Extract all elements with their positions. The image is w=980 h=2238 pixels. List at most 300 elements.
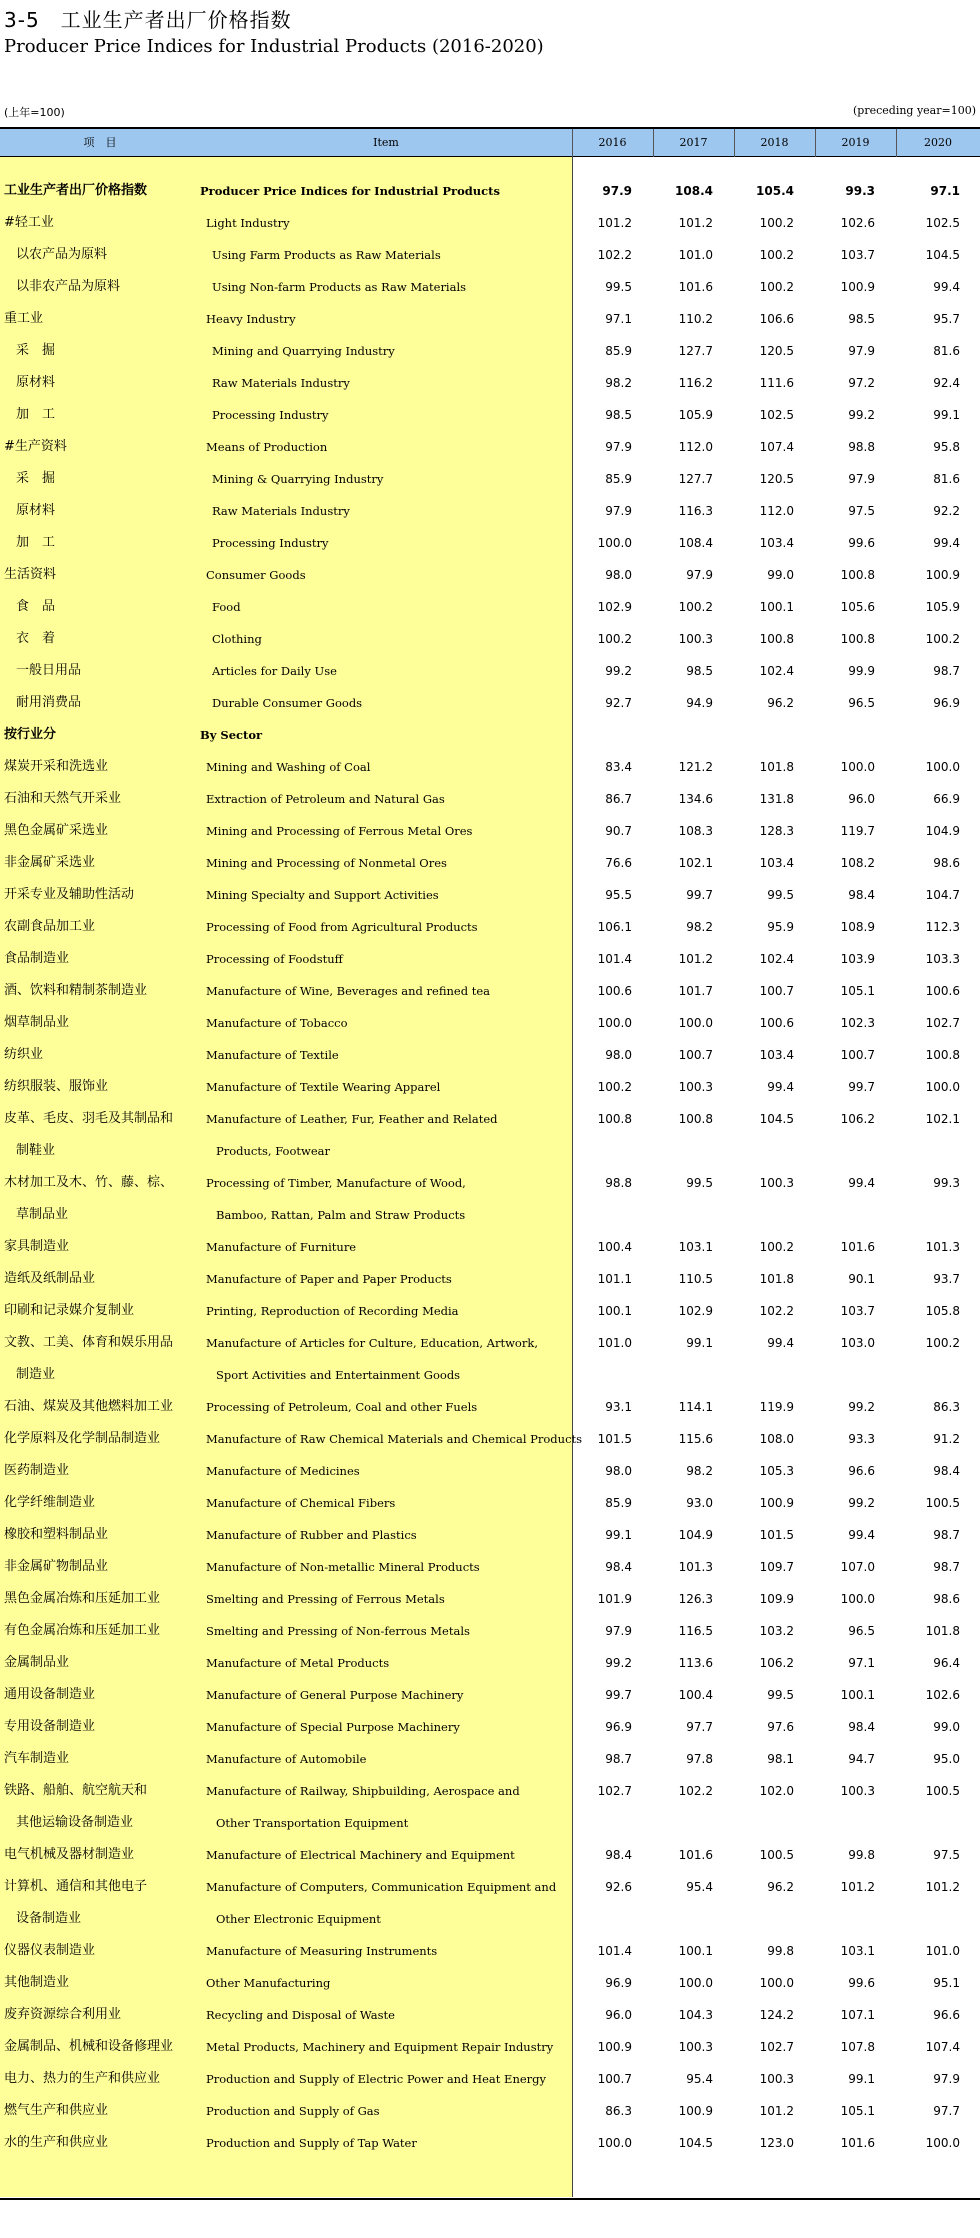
row-label-en: Clothing [212, 632, 262, 646]
row-label-en: Using Non-farm Products as Raw Materials [212, 280, 467, 294]
cell-2020: 103.3 [925, 952, 960, 966]
table-row [0, 911, 980, 943]
cell-2017: 99.1 [686, 1336, 713, 1350]
cell-2016: 101.1 [597, 1272, 632, 1286]
row-label-zh: 制造业 [16, 1367, 56, 1382]
row-label-zh: 家具制造业 [4, 1239, 70, 1254]
cell-2020: 98.6 [933, 856, 960, 870]
cell-2018: 124.2 [759, 2008, 794, 2022]
row-label-en: Light Industry [206, 216, 290, 230]
cell-2018: 105.4 [756, 184, 794, 198]
cell-2020: 100.2 [925, 1336, 960, 1350]
row-label-en: Printing, Reproduction of Recording Media [206, 1304, 459, 1318]
cell-2017: 104.9 [678, 1528, 713, 1542]
cell-2019: 100.7 [840, 1048, 875, 1062]
row-label-zh: 木材加工及木、竹、藤、棕、 [4, 1175, 174, 1190]
cell-2020: 81.6 [933, 344, 960, 358]
table-row [0, 623, 980, 655]
cell-2018: 100.5 [759, 1848, 794, 1862]
row-label-en: Extraction of Petroleum and Natural Gas [206, 792, 445, 806]
table-row [0, 1263, 980, 1295]
cell-2019: 103.1 [840, 1944, 875, 1958]
cell-2019: 107.0 [840, 1560, 875, 1574]
table-row [0, 1167, 980, 1199]
row-label-zh: 草制品业 [16, 1207, 69, 1222]
cell-2019: 100.8 [840, 632, 875, 646]
row-label-en: Manufacture of Wine, Beverages and refined tea [206, 984, 491, 998]
row-label-zh: 酒、饮料和精制茶制造业 [4, 983, 148, 998]
cell-2018: 96.2 [767, 1880, 794, 1894]
row-label-en: Manufacture of Measuring Instruments [206, 1944, 438, 1958]
cell-2019: 97.1 [848, 1656, 875, 1670]
table-row [0, 1007, 980, 1039]
cell-2019: 97.5 [848, 504, 875, 518]
row-label-zh: 其他制造业 [4, 1975, 70, 1990]
cell-2019: 100.8 [840, 568, 875, 582]
cell-2020: 101.8 [925, 1624, 960, 1638]
cell-2017: 110.5 [678, 1272, 713, 1286]
table-row [0, 1135, 980, 1167]
cell-2016: 100.0 [597, 536, 632, 550]
row-label-en: Production and Supply of Gas [206, 2104, 380, 2118]
cell-2020: 102.1 [925, 1112, 960, 1126]
table-row [0, 1743, 980, 1775]
cell-2020: 96.4 [933, 1656, 960, 1670]
row-label-zh: 以农产品为原料 [16, 247, 108, 262]
table-row [0, 719, 980, 751]
row-label-en: Smelting and Pressing of Non-ferrous Metals [206, 1624, 470, 1638]
cell-2020: 93.7 [933, 1272, 960, 1286]
table-row [0, 239, 980, 271]
row-label-zh: 设备制造业 [16, 1911, 82, 1926]
cell-2017: 126.3 [678, 1592, 713, 1606]
cell-2020: 97.5 [933, 1848, 960, 1862]
cell-2018: 106.6 [759, 312, 794, 326]
cell-2017: 94.9 [686, 696, 713, 710]
cell-2019: 105.1 [840, 984, 875, 998]
cell-2017: 110.2 [678, 312, 713, 326]
cell-2017: 113.6 [678, 1656, 713, 1670]
row-label-zh: 水的生产和供应业 [4, 2135, 109, 2150]
row-label-en: Production and Supply of Electric Power and Heat Energy [206, 2072, 547, 2086]
cell-2020: 95.8 [933, 440, 960, 454]
table-row [0, 1711, 980, 1743]
cell-2018: 99.5 [767, 1688, 794, 1702]
table-row [0, 1839, 980, 1871]
row-label-zh: 食品制造业 [4, 951, 70, 966]
row-label-zh: 原材料 [16, 503, 56, 518]
row-label-zh: 通用设备制造业 [4, 1687, 96, 1702]
cell-2018: 120.5 [759, 472, 794, 486]
row-label-en: Using Farm Products as Raw Materials [212, 248, 441, 262]
cell-2017: 114.1 [678, 1400, 713, 1414]
cell-2019: 99.2 [848, 1496, 875, 1510]
row-label-en: Heavy Industry [206, 312, 296, 326]
cell-2019: 102.6 [840, 216, 875, 230]
row-label-en: Production and Supply of Tap Water [206, 2136, 417, 2150]
cell-2017: 100.0 [678, 1976, 713, 1990]
cell-2019: 99.4 [848, 1528, 875, 1542]
table-bottom-rule [0, 2198, 980, 2200]
cell-2017: 95.4 [686, 1880, 713, 1894]
cell-2017: 104.5 [678, 2136, 713, 2150]
row-label-en: Manufacture of Electrical Machinery and Equipment [206, 1848, 515, 1862]
cell-2016: 101.4 [597, 952, 632, 966]
cell-2016: 100.9 [597, 2040, 632, 2054]
cell-2018: 107.4 [759, 440, 794, 454]
cell-2019: 108.2 [840, 856, 875, 870]
cell-2020: 95.7 [933, 312, 960, 326]
row-label-en: Other Electronic Equipment [216, 1912, 381, 1926]
cell-2016: 99.2 [605, 664, 632, 678]
table-row [0, 1327, 980, 1359]
cell-2019: 96.0 [848, 792, 875, 806]
cell-2018: 109.7 [759, 1560, 794, 1574]
cell-2018: 102.5 [759, 408, 794, 422]
cell-2016: 86.7 [605, 792, 632, 806]
cell-2020: 100.5 [925, 1496, 960, 1510]
header-item-en: Item [373, 136, 399, 149]
table-row [0, 975, 980, 1007]
cell-2018: 102.4 [759, 664, 794, 678]
cell-2018: 104.5 [759, 1112, 794, 1126]
cell-2018: 105.3 [759, 1464, 794, 1478]
table-row [0, 1103, 980, 1135]
cell-2016: 97.1 [605, 312, 632, 326]
cell-2016: 106.1 [597, 920, 632, 934]
cell-2020: 100.8 [925, 1048, 960, 1062]
table-row [0, 1903, 980, 1935]
cell-2020: 101.2 [925, 1880, 960, 1894]
row-label-zh: 专用设备制造业 [4, 1719, 96, 1734]
cell-2019: 97.9 [848, 472, 875, 486]
row-label-zh: 农副食品加工业 [4, 919, 96, 934]
cell-2019: 100.0 [840, 1592, 875, 1606]
cell-2018: 97.6 [767, 1720, 794, 1734]
row-label-zh: 金属制品业 [4, 1655, 70, 1670]
table-row [0, 1775, 980, 1807]
cell-2018: 99.8 [767, 1944, 794, 1958]
cell-2020: 92.4 [933, 376, 960, 390]
cell-2016: 100.7 [597, 2072, 632, 2086]
cell-2019: 98.8 [848, 440, 875, 454]
row-label-en: Durable Consumer Goods [212, 696, 363, 710]
table-row [0, 495, 980, 527]
cell-2019: 98.5 [848, 312, 875, 326]
row-label-en: Processing of Foodstuff [206, 952, 343, 966]
cell-2018: 98.1 [767, 1752, 794, 1766]
cell-2020: 100.6 [925, 984, 960, 998]
row-label-zh: 烟草制品业 [4, 1015, 70, 1030]
header-item-zh: 项 目 [83, 136, 117, 149]
cell-2017: 121.2 [678, 760, 713, 774]
table-row [0, 399, 980, 431]
cell-2018: 103.2 [759, 1624, 794, 1638]
row-label-en: Manufacture of Railway, Shipbuilding, Aerospace and [206, 1784, 520, 1798]
cell-2016: 97.9 [602, 184, 632, 198]
cell-2016: 92.6 [605, 1880, 632, 1894]
cell-2020: 100.2 [925, 632, 960, 646]
cell-2020: 98.7 [933, 664, 960, 678]
cell-2016: 95.5 [605, 888, 632, 902]
cell-2018: 102.4 [759, 952, 794, 966]
cell-2017: 103.1 [678, 1240, 713, 1254]
row-label-zh: 皮革、毛皮、羽毛及其制品和 [4, 1111, 174, 1126]
cell-2017: 108.3 [678, 824, 713, 838]
cell-2018: 100.3 [759, 2072, 794, 2086]
cell-2019: 119.7 [840, 824, 875, 838]
cell-2016: 100.2 [597, 1080, 632, 1094]
row-label-zh: 纺织服装、服饰业 [4, 1079, 109, 1094]
row-label-en: Processing of Timber, Manufacture of Wood, [206, 1176, 466, 1190]
cell-2016: 98.7 [605, 1752, 632, 1766]
cell-2016: 99.1 [605, 1528, 632, 1542]
table-row [0, 1647, 980, 1679]
row-label-en: Recycling and Disposal of Waste [206, 2008, 395, 2022]
row-label-zh: 黑色金属矿采选业 [4, 823, 109, 838]
row-label-en: Mining and Quarrying Industry [212, 344, 395, 358]
cell-2016: 98.4 [605, 1848, 632, 1862]
row-label-en: Manufacture of Metal Products [206, 1656, 390, 1670]
cell-2018: 131.8 [759, 792, 794, 806]
row-label-en: Mining and Processing of Ferrous Metal Ores [206, 824, 473, 838]
cell-2017: 100.3 [678, 632, 713, 646]
cell-2018: 102.0 [759, 1784, 794, 1798]
table-row [0, 1807, 980, 1839]
header-year-2020: 2020 [924, 136, 952, 149]
cell-2019: 106.2 [840, 1112, 875, 1126]
cell-2020: 96.9 [933, 696, 960, 710]
row-label-zh: 仪器仪表制造业 [4, 1943, 96, 1958]
row-label-en: Mining & Quarrying Industry [212, 472, 384, 486]
cell-2016: 100.8 [597, 1112, 632, 1126]
cell-2019: 93.3 [848, 1432, 875, 1446]
cell-2020: 100.0 [925, 2136, 960, 2150]
cell-2016: 101.0 [597, 1336, 632, 1350]
cell-2016: 99.7 [605, 1688, 632, 1702]
row-label-en: Food [212, 600, 241, 614]
header-year-2017: 2017 [679, 136, 708, 149]
row-label-en: Processing Industry [212, 536, 329, 550]
cell-2020: 97.7 [933, 2104, 960, 2118]
cell-2018: 112.0 [759, 504, 794, 518]
cell-2019: 100.3 [840, 1784, 875, 1798]
table-row [0, 2031, 980, 2063]
cell-2017: 97.9 [686, 568, 713, 582]
row-label-zh: 食 品 [16, 599, 56, 614]
row-label-en: Manufacture of Leather, Fur, Feather and Related [206, 1112, 498, 1126]
cell-2019: 101.2 [840, 1880, 875, 1894]
cell-2016: 98.0 [605, 568, 632, 582]
cell-2017: 127.7 [678, 344, 713, 358]
cell-2019: 98.4 [848, 888, 875, 902]
cell-2019: 108.9 [840, 920, 875, 934]
cell-2017: 98.2 [686, 920, 713, 934]
table-row [0, 2127, 980, 2159]
row-label-zh: 开采专业及辅助性活动 [4, 887, 135, 902]
cell-2017: 100.1 [678, 1944, 713, 1958]
row-label-zh: 废弃资源综合利用业 [4, 2007, 122, 2022]
table-row [0, 431, 980, 463]
cell-2016: 86.3 [605, 2104, 632, 2118]
cell-2018: 100.2 [759, 216, 794, 230]
row-label-en: Manufacture of Special Purpose Machinery [206, 1720, 460, 1734]
cell-2017: 101.7 [678, 984, 713, 998]
row-label-zh: #生产资料 [4, 439, 67, 454]
cell-2017: 100.0 [678, 1016, 713, 1030]
cell-2020: 112.3 [925, 920, 960, 934]
cell-2017: 101.3 [678, 1560, 713, 1574]
cell-2019: 99.6 [848, 536, 875, 550]
cell-2016: 98.0 [605, 1464, 632, 1478]
table-row [0, 815, 980, 847]
cell-2020: 98.6 [933, 1592, 960, 1606]
table-row [0, 1551, 980, 1583]
cell-2020: 97.1 [930, 184, 960, 198]
cell-2016: 100.4 [597, 1240, 632, 1254]
table-row [0, 1487, 980, 1519]
cell-2016: 92.7 [605, 696, 632, 710]
row-label-en: Manufacture of Chemical Fibers [206, 1496, 396, 1510]
cell-2016: 98.2 [605, 376, 632, 390]
row-label-en: Manufacture of Rubber and Plastics [206, 1528, 417, 1542]
row-label-zh: 采 掘 [16, 471, 56, 486]
row-label-en: Manufacture of Articles for Culture, Education, Artwork, [206, 1336, 538, 1350]
table-row [0, 1615, 980, 1647]
cell-2016: 98.5 [605, 408, 632, 422]
row-label-en: Metal Products, Machinery and Equipment Repair Industry [206, 2040, 554, 2054]
table-header [0, 127, 980, 157]
table-row [0, 687, 980, 719]
cell-2018: 100.9 [759, 1496, 794, 1510]
cell-2020: 101.0 [925, 1944, 960, 1958]
cell-2020: 81.6 [933, 472, 960, 486]
cell-2017: 100.3 [678, 1080, 713, 1094]
cell-2019: 96.6 [848, 1464, 875, 1478]
row-label-zh: 耐用消费品 [16, 695, 82, 710]
cell-2016: 85.9 [605, 472, 632, 486]
table-row [0, 847, 980, 879]
row-label-zh: 计算机、通信和其他电子 [4, 1879, 148, 1894]
cell-2019: 99.8 [848, 1848, 875, 1862]
cell-2017: 101.0 [678, 248, 713, 262]
cell-2020: 98.7 [933, 1560, 960, 1574]
cell-2019: 99.4 [848, 1176, 875, 1190]
cell-2019: 103.9 [840, 952, 875, 966]
cell-2017: 98.5 [686, 664, 713, 678]
row-label-en: Manufacture of Computers, Communication Equipment and [206, 1880, 557, 1894]
cell-2018: 106.2 [759, 1656, 794, 1670]
cell-2020: 97.9 [933, 2072, 960, 2086]
cell-2020: 86.3 [933, 1400, 960, 1414]
cell-2018: 99.4 [767, 1080, 794, 1094]
cell-2016: 98.4 [605, 1560, 632, 1574]
row-label-en: Raw Materials Industry [212, 376, 350, 390]
cell-2020: 100.5 [925, 1784, 960, 1798]
header-year-2019: 2019 [841, 136, 870, 149]
cell-2019: 99.2 [848, 408, 875, 422]
cell-2019: 97.9 [848, 344, 875, 358]
row-label-zh: 化学纤维制造业 [4, 1495, 96, 1510]
cell-2018: 103.4 [759, 536, 794, 550]
row-label-zh: 按行业分 [4, 727, 57, 742]
cell-2016: 100.6 [597, 984, 632, 998]
row-label-en: Means of Production [206, 440, 328, 454]
cell-2019: 99.9 [848, 664, 875, 678]
cell-2016: 90.7 [605, 824, 632, 838]
row-label-en: Articles for Daily Use [212, 664, 337, 678]
table-row [0, 303, 980, 335]
cell-2019: 103.7 [840, 248, 875, 262]
cell-2016: 76.6 [605, 856, 632, 870]
cell-2018: 108.0 [759, 1432, 794, 1446]
cell-2017: 100.3 [678, 2040, 713, 2054]
cell-2018: 100.2 [759, 248, 794, 262]
row-label-zh: 燃气生产和供应业 [4, 2103, 109, 2118]
table-row [0, 655, 980, 687]
cell-2017: 116.3 [678, 504, 713, 518]
row-label-zh: 生活资料 [4, 567, 57, 582]
cell-2016: 98.8 [605, 1176, 632, 1190]
cell-2019: 100.1 [840, 1688, 875, 1702]
cell-2017: 99.7 [686, 888, 713, 902]
row-label-zh: 石油、煤炭及其他燃料加工业 [4, 1399, 174, 1414]
row-label-zh: 铁路、船舶、航空航天和 [4, 1783, 148, 1798]
cell-2018: 111.6 [759, 376, 794, 390]
cell-2016: 97.9 [605, 1624, 632, 1638]
cell-2019: 94.7 [848, 1752, 875, 1766]
cell-2018: 123.0 [759, 2136, 794, 2150]
row-label-en: Manufacture of Textile Wearing Apparel [206, 1080, 441, 1094]
cell-2018: 119.9 [759, 1400, 794, 1414]
row-label-en: Consumer Goods [206, 568, 306, 582]
cell-2018: 99.5 [767, 888, 794, 902]
cell-2016: 85.9 [605, 344, 632, 358]
row-label-zh: 纺织业 [4, 1047, 44, 1062]
cell-2018: 99.0 [767, 568, 794, 582]
unit-note-en: (preceding year=100) [853, 104, 976, 117]
row-label-en: Processing Industry [212, 408, 329, 422]
row-label-zh: 其他运输设备制造业 [16, 1815, 134, 1830]
table-row [0, 943, 980, 975]
cell-2019: 103.0 [840, 1336, 875, 1350]
cell-2019: 105.1 [840, 2104, 875, 2118]
cell-2017: 101.2 [678, 952, 713, 966]
cell-2018: 102.2 [759, 1304, 794, 1318]
title-zh: 3-5 工业生产者出厂价格指数 [4, 8, 292, 32]
cell-2016: 102.2 [597, 248, 632, 262]
cell-2016: 85.9 [605, 1496, 632, 1510]
cell-2016: 101.9 [597, 1592, 632, 1606]
row-label-zh: 橡胶和塑料制品业 [4, 1527, 109, 1542]
cell-2017: 102.2 [678, 1784, 713, 1798]
cell-2017: 100.7 [678, 1048, 713, 1062]
cell-2017: 105.9 [678, 408, 713, 422]
row-label-en: Manufacture of Automobile [206, 1752, 367, 1766]
cell-2019: 107.8 [840, 2040, 875, 2054]
table-row [0, 335, 980, 367]
row-label-en: Processing of Food from Agricultural Products [206, 920, 478, 934]
cell-2018: 120.5 [759, 344, 794, 358]
cell-2020: 102.7 [925, 1016, 960, 1030]
cell-2017: 134.6 [678, 792, 713, 806]
cell-2018: 100.2 [759, 280, 794, 294]
table-row [0, 1359, 980, 1391]
cell-2017: 108.4 [675, 184, 713, 198]
cell-2016: 93.1 [605, 1400, 632, 1414]
cell-2020: 105.9 [925, 600, 960, 614]
table-row [0, 1295, 980, 1327]
